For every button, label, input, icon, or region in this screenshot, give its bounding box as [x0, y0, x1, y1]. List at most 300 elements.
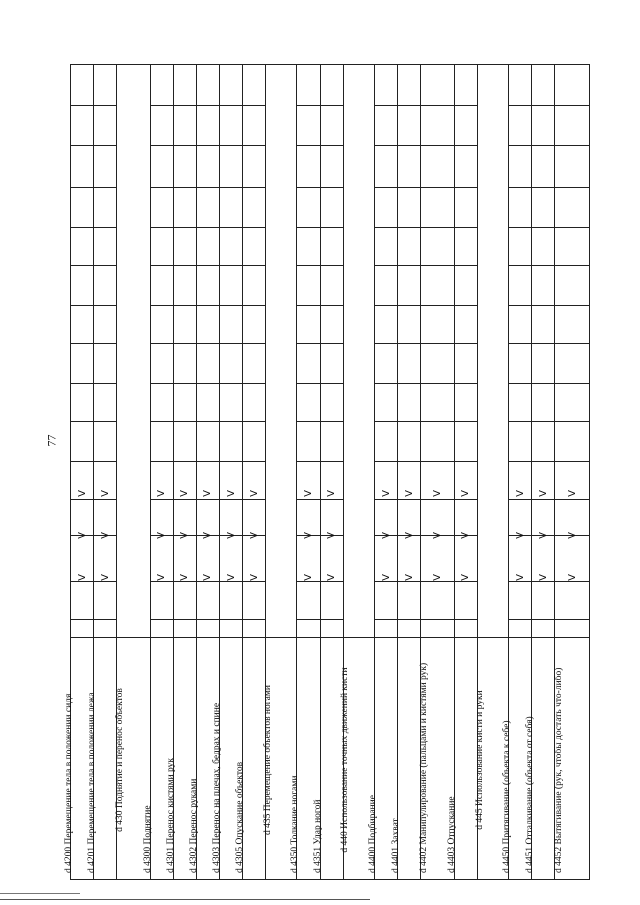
table-cell	[220, 145, 242, 187]
table-cell	[398, 145, 420, 187]
table-cell	[555, 581, 589, 619]
check-mark-text: V	[460, 489, 472, 497]
check-mark-text: V	[566, 531, 578, 539]
check-mark-text: V	[303, 489, 315, 497]
table-cell	[243, 265, 265, 305]
table-cell	[151, 265, 173, 305]
check-mark	[156, 571, 168, 583]
table-cell	[509, 145, 531, 187]
check-mark	[156, 529, 168, 541]
table-cell	[398, 265, 420, 305]
table-cell	[94, 65, 116, 105]
check-mark	[303, 487, 315, 499]
table-cell	[117, 265, 150, 305]
table-cell	[117, 461, 150, 499]
table-cell	[455, 343, 477, 383]
table-cell	[555, 305, 589, 343]
table-cell	[321, 105, 343, 145]
table-cell	[174, 145, 196, 187]
row-label-cell	[390, 637, 420, 879]
check-mark	[99, 529, 111, 541]
table-cell	[71, 421, 93, 461]
table-cell	[117, 581, 150, 619]
check-mark	[76, 487, 88, 499]
table-cell	[509, 343, 531, 383]
check-mark	[225, 571, 237, 583]
row-label	[86, 635, 99, 873]
check-mark-text: V	[202, 531, 214, 539]
check-mark	[460, 529, 472, 541]
table-cell	[297, 65, 319, 105]
table-cell	[243, 105, 265, 145]
table-cell	[344, 227, 374, 265]
row-label-text: d 4200 Перемещение тела в положении сидя	[63, 693, 74, 873]
check-mark	[380, 529, 392, 541]
section-heading	[114, 641, 127, 879]
table-cell	[375, 383, 397, 421]
table-cell	[243, 343, 265, 383]
row-label	[390, 635, 403, 873]
table-cell	[117, 187, 150, 227]
table-cell	[509, 305, 531, 343]
check-mark-text: V	[403, 489, 415, 497]
check-mark-text: V	[403, 531, 415, 539]
table-cell	[197, 65, 219, 105]
table-cell	[509, 383, 531, 421]
table-cell	[220, 383, 242, 421]
table-cell	[344, 343, 374, 383]
check-mark	[514, 571, 526, 583]
table-cell	[421, 421, 454, 461]
table-cell	[375, 65, 397, 105]
row-label	[289, 635, 302, 873]
check-mark	[566, 571, 578, 583]
table-cell	[297, 105, 319, 145]
table-cell	[151, 343, 173, 383]
table-cell	[421, 305, 454, 343]
table-cell	[455, 383, 477, 421]
table-cell	[344, 581, 374, 619]
row-label-cell	[524, 637, 554, 879]
table-cell	[509, 227, 531, 265]
table-cell	[455, 65, 477, 105]
table-cell	[243, 227, 265, 265]
table-cell	[174, 383, 196, 421]
row-label	[165, 635, 178, 873]
row-label	[418, 635, 431, 873]
table-cell	[94, 265, 116, 305]
row-label-text: d 4400 Подбирание	[367, 795, 378, 873]
table-cell	[94, 305, 116, 343]
table-cell	[455, 421, 477, 461]
table-cell	[555, 343, 589, 383]
row-label-text: d 4350 Толкание ногами	[290, 775, 301, 873]
row-label-text: d 440 Использование точных движений кисти	[340, 667, 351, 853]
table-cell	[478, 499, 508, 535]
row-label	[553, 635, 566, 873]
table-cell	[398, 421, 420, 461]
table-cell	[197, 383, 219, 421]
table-cell	[375, 421, 397, 461]
table-cell	[532, 305, 554, 343]
table-cell	[71, 343, 93, 383]
table-cell	[117, 383, 150, 421]
table-cell	[197, 265, 219, 305]
check-mark	[179, 529, 191, 541]
table-cell	[344, 499, 374, 535]
row-label	[446, 635, 459, 873]
check-mark-text: V	[156, 489, 168, 497]
table-cell	[532, 581, 554, 619]
check-mark-text: V	[431, 489, 443, 497]
table-cell	[297, 227, 319, 265]
table-cell	[266, 145, 296, 187]
table-cell	[555, 383, 589, 421]
table-cell	[197, 305, 219, 343]
row-label-text: d 435 Перемещение объектов ногами	[262, 685, 273, 835]
table-cell	[398, 187, 420, 227]
check-mark-text: V	[156, 531, 168, 539]
check-mark	[303, 529, 315, 541]
table-cell	[344, 265, 374, 305]
table-cell	[321, 265, 343, 305]
row-label-text: d 4301 Перенос кистями рук	[166, 758, 177, 873]
table-cell	[220, 265, 242, 305]
check-mark-text: V	[156, 573, 168, 581]
table-cell	[220, 343, 242, 383]
table-cell	[197, 581, 219, 619]
check-mark-text: V	[202, 573, 214, 581]
table-cell	[220, 305, 242, 343]
row-label	[211, 635, 224, 873]
check-mark-text: V	[99, 531, 111, 539]
table-cell	[509, 581, 531, 619]
table-cell	[321, 383, 343, 421]
table-cell	[197, 187, 219, 227]
check-mark-text: V	[99, 573, 111, 581]
row-label	[524, 635, 537, 873]
table-cell	[297, 343, 319, 383]
table-cell	[266, 499, 296, 535]
table-cell	[266, 343, 296, 383]
table-cell	[220, 105, 242, 145]
table-cell	[344, 383, 374, 421]
table-cell	[117, 421, 150, 461]
table-cell	[455, 145, 477, 187]
table-cell	[532, 105, 554, 145]
table-cell	[532, 187, 554, 227]
table-cell	[174, 421, 196, 461]
check-mark	[537, 571, 549, 583]
table-cell	[117, 65, 150, 105]
table-cell	[509, 65, 531, 105]
row-label-text: d 4401 Захват	[390, 818, 401, 873]
table-cell	[297, 421, 319, 461]
table-cell	[197, 145, 219, 187]
check-mark	[566, 487, 578, 499]
check-mark-text: V	[99, 489, 111, 497]
check-mark-text: V	[537, 531, 549, 539]
table-cell	[243, 581, 265, 619]
check-mark-text: V	[431, 573, 443, 581]
check-mark-text: V	[537, 573, 549, 581]
table-cell	[151, 227, 173, 265]
check-mark-text: V	[179, 489, 191, 497]
table-cell	[266, 187, 296, 227]
check-mark-text: V	[248, 573, 260, 581]
table-cell	[243, 383, 265, 421]
row-label-cell	[555, 637, 589, 879]
table-cell	[344, 145, 374, 187]
table-cell	[321, 421, 343, 461]
table-cell	[94, 383, 116, 421]
check-mark	[403, 529, 415, 541]
table-cell	[297, 581, 319, 619]
table-cell	[478, 227, 508, 265]
check-mark-text: V	[566, 573, 578, 581]
table-cell	[94, 227, 116, 265]
row-label-text: d 4305 Опускание объектов	[235, 761, 246, 873]
table-cell	[478, 343, 508, 383]
table-cell	[266, 65, 296, 105]
check-mark	[431, 571, 443, 583]
table-cell	[266, 535, 296, 581]
table-cell	[297, 187, 319, 227]
table-cell	[421, 581, 454, 619]
table-cell	[321, 343, 343, 383]
table-cell	[421, 145, 454, 187]
table-cell	[151, 305, 173, 343]
check-mark	[156, 487, 168, 499]
table-cell	[478, 461, 508, 499]
table-cell	[71, 145, 93, 187]
section-heading	[262, 641, 275, 879]
row-label	[188, 635, 201, 873]
row-label	[312, 635, 325, 873]
check-mark-text: V	[248, 489, 260, 497]
table-cell	[243, 421, 265, 461]
check-mark-text: V	[326, 489, 338, 497]
table-cell	[243, 65, 265, 105]
page-number	[44, 420, 60, 460]
check-mark-text: V	[248, 531, 260, 539]
table-cell	[478, 581, 508, 619]
table-cell	[421, 65, 454, 105]
table-row	[555, 65, 589, 879]
table-cell	[375, 343, 397, 383]
check-mark	[326, 529, 338, 541]
check-mark-text: V	[566, 489, 578, 497]
table-cell	[478, 187, 508, 227]
section-heading	[474, 641, 487, 879]
table-cell	[555, 187, 589, 227]
table-cell	[220, 581, 242, 619]
table-cell	[197, 105, 219, 145]
check-mark-text: V	[326, 531, 338, 539]
table-cell	[532, 145, 554, 187]
check-mark	[431, 487, 443, 499]
check-mark	[380, 571, 392, 583]
table-cell	[266, 265, 296, 305]
table-cell	[478, 265, 508, 305]
table-cell	[509, 265, 531, 305]
row-label-text: d 4451 Отталкивание (объекта от себя)	[524, 716, 535, 873]
table-cell	[421, 227, 454, 265]
row-label-text: d 4402 Манипулирование (пальцами и кистями рук)	[418, 662, 429, 873]
row-label-cell	[86, 637, 116, 879]
scan-edge-line	[0, 899, 370, 900]
table-row	[524, 65, 555, 879]
table-cell	[174, 105, 196, 145]
check-mark-text: V	[225, 489, 237, 497]
table-cell	[266, 461, 296, 499]
row-label	[234, 635, 247, 873]
table-cell	[344, 305, 374, 343]
table-cell	[94, 421, 116, 461]
table-cell	[555, 105, 589, 145]
table-cell	[455, 187, 477, 227]
table-cell	[455, 265, 477, 305]
table-cell	[220, 65, 242, 105]
table-cell	[266, 305, 296, 343]
table-cell	[344, 187, 374, 227]
row-label-text: d 4452 Вытягивание (рук, чтобы достать что-либо)	[553, 667, 564, 873]
check-mark-text: V	[380, 489, 392, 497]
table-cell	[532, 65, 554, 105]
check-mark-text: V	[225, 573, 237, 581]
table-cell	[71, 265, 93, 305]
check-mark	[225, 529, 237, 541]
table-cell	[532, 383, 554, 421]
table-cell	[509, 105, 531, 145]
table-cell	[321, 65, 343, 105]
table-cell	[555, 265, 589, 305]
table-cell	[398, 105, 420, 145]
table-cell	[344, 65, 374, 105]
check-mark-text: V	[303, 573, 315, 581]
table-cell	[220, 187, 242, 227]
table-cell	[117, 499, 150, 535]
table-cell	[344, 105, 374, 145]
check-mark	[248, 571, 260, 583]
row-label	[142, 635, 155, 873]
check-mark	[514, 529, 526, 541]
table-cell	[297, 383, 319, 421]
check-mark	[566, 529, 578, 541]
table-cell	[151, 65, 173, 105]
table-cell	[398, 65, 420, 105]
check-mark	[99, 571, 111, 583]
table-cell	[174, 581, 196, 619]
check-mark	[248, 529, 260, 541]
check-mark-text: V	[514, 489, 526, 497]
table-cell	[174, 265, 196, 305]
table-cell	[532, 343, 554, 383]
check-mark-text: V	[403, 573, 415, 581]
row-label-text: d 4201 Перемещение тела в положении лежа	[86, 692, 97, 873]
table-cell	[297, 265, 319, 305]
table-cell	[266, 581, 296, 619]
table-cell	[478, 421, 508, 461]
table-cell	[197, 421, 219, 461]
table-cell	[94, 105, 116, 145]
row-label-text: d 4303 Перенос на плечах, бедрах и спине	[212, 702, 223, 873]
check-mark-text: V	[179, 573, 191, 581]
table-cell	[398, 227, 420, 265]
page-number-text: 77	[44, 434, 59, 446]
check-mark-text: V	[202, 489, 214, 497]
check-mark	[225, 487, 237, 499]
table-cell	[117, 145, 150, 187]
table-cell	[344, 421, 374, 461]
table-cell	[375, 187, 397, 227]
check-mark	[403, 571, 415, 583]
table-cell	[421, 343, 454, 383]
table-cell	[151, 105, 173, 145]
table-cell	[421, 105, 454, 145]
table-cell	[455, 581, 477, 619]
table-cell	[478, 305, 508, 343]
table-cell	[478, 535, 508, 581]
check-mark-text: V	[76, 489, 88, 497]
table-cell	[532, 227, 554, 265]
check-mark	[202, 487, 214, 499]
check-mark	[380, 487, 392, 499]
table-cell	[94, 343, 116, 383]
table-cell	[398, 343, 420, 383]
table-cell	[71, 105, 93, 145]
table-cell	[532, 421, 554, 461]
table-cell	[455, 305, 477, 343]
table-cell	[266, 227, 296, 265]
table-cell	[398, 581, 420, 619]
check-mark	[76, 571, 88, 583]
assessment-table	[63, 64, 590, 880]
table-cell	[509, 421, 531, 461]
check-mark-text: V	[537, 489, 549, 497]
check-mark-text: V	[225, 531, 237, 539]
table-cell	[197, 343, 219, 383]
check-mark	[514, 487, 526, 499]
table-cell	[220, 227, 242, 265]
table-cell	[421, 187, 454, 227]
table-cell	[71, 581, 93, 619]
row-label-text: d 4300 Поднятие	[143, 805, 154, 873]
table-cell	[266, 383, 296, 421]
row-label-text: d 4403 Отпускание	[447, 796, 458, 873]
table-cell	[321, 145, 343, 187]
table-cell	[151, 187, 173, 227]
table-cell	[151, 383, 173, 421]
check-mark	[179, 487, 191, 499]
check-mark-text: V	[514, 531, 526, 539]
table-cell	[151, 421, 173, 461]
table-cell	[375, 305, 397, 343]
table-cell	[266, 105, 296, 145]
check-mark-text: V	[431, 531, 443, 539]
table-cell	[321, 305, 343, 343]
table-cell	[197, 227, 219, 265]
table-cell	[375, 145, 397, 187]
table-cell	[297, 145, 319, 187]
row-label	[501, 635, 514, 873]
table-cell	[117, 535, 150, 581]
table-cell	[421, 383, 454, 421]
table-cell	[478, 105, 508, 145]
table-cell	[478, 65, 508, 105]
table-cell	[344, 535, 374, 581]
check-mark-text: V	[76, 573, 88, 581]
